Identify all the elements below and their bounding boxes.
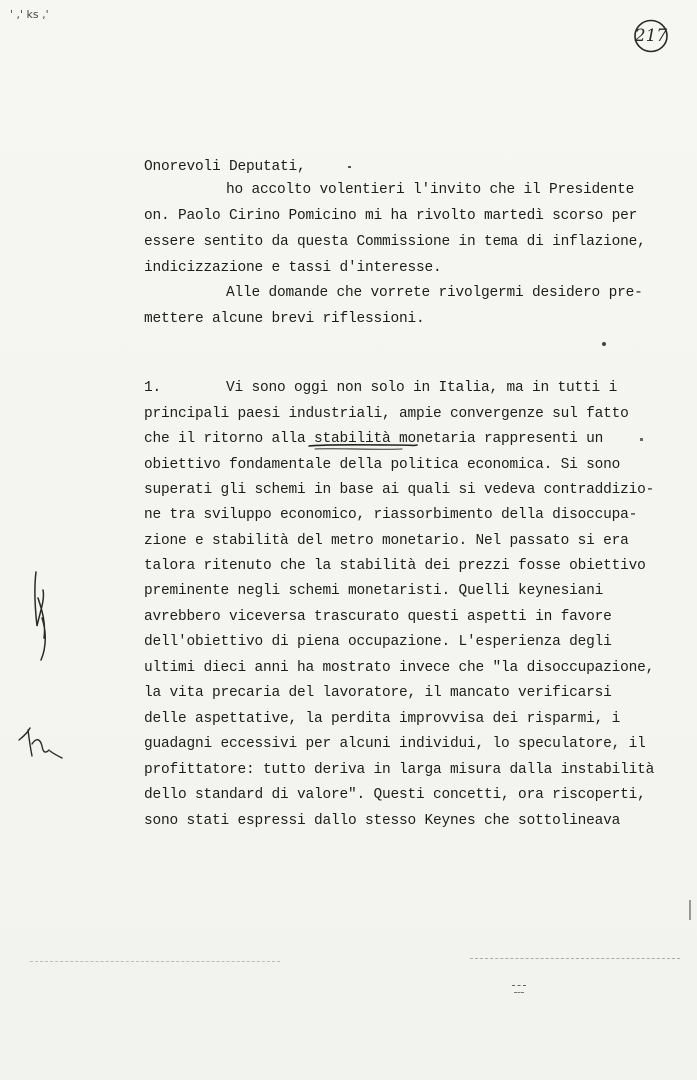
paragraph-1-line-1: ho accolto volentieri l'invito che il Presidente (226, 182, 635, 198)
corner-marks: ' ,' ks ,' (10, 8, 49, 21)
scan-speck (348, 166, 351, 168)
section-1-line-1: Vi sono oggi non solo in Italia, ma in tutti i (226, 380, 618, 396)
paragraph-2-line-2: mettere alcune brevi riflessioni. (144, 311, 425, 327)
margin-annotation-1 (28, 568, 56, 664)
paragraph-2-line-1: Alle domande che vorrete rivolgermi desidero pre- (226, 285, 643, 301)
paragraph-1-line-4: indicizzazione e tassi d'interesse. (144, 260, 442, 276)
scan-dashed-line (470, 958, 680, 959)
section-1-line-4: obiettivo fondamentale della politica economica. Si sono (144, 457, 621, 473)
section-1-line-2: principali paesi industriali, ampie convergenze sul fatto (144, 406, 629, 422)
paragraph-1-line-2: on. Paolo Cirino Pomicino mi ha rivolto martedì scorso per (144, 208, 638, 224)
page-number-stamp (633, 18, 669, 54)
page-number: 217 (634, 26, 668, 46)
scan-speck (640, 438, 643, 441)
section-1-line-3: che il ritorno alla stabilità monetaria rappresenti un (144, 431, 604, 447)
scan-speck (512, 985, 526, 986)
section-1-line-17: dello standard di valore". Questi concetti, ora riscoperti, (144, 787, 646, 803)
section-1-line-16: profittatore: tutto deriva in larga misura dalla instabilità (144, 762, 655, 778)
section-1-line-9: preminente negli schemi monetaristi. Quelli keynesiani (144, 583, 604, 599)
section-1-line-6: ne tra sviluppo economico, riassorbimento della disoccupa- (144, 507, 638, 523)
section-1-line-15: guadagni eccessivi per alcuni individui, lo speculatore, il (144, 736, 646, 752)
section-1-line-10: avrebbero viceversa trascurato questi aspetti in favore (144, 609, 612, 625)
scan-edge-mark (689, 900, 691, 920)
scan-dashed-line (30, 961, 280, 962)
section-1-line-18: sono stati espressi dallo stesso Keynes che sottolineava (144, 813, 621, 829)
section-1-line-11: dell'obiettivo di piena occupazione. L'esperienza degli (144, 634, 612, 650)
section-1-line-14: delle aspettative, la perdita improvvisa dei risparmi, i (144, 711, 621, 727)
margin-annotation-2 (16, 724, 66, 764)
section-1-line-5: superati gli schemi in base ai quali si vedeva contraddizio- (144, 482, 655, 498)
section-1-line-13: la vita precaria del lavoratore, il mancato verificarsi (144, 685, 612, 701)
section-1-line-7: zione e stabilità del metro monetario. Nel passato si era (144, 533, 629, 549)
salutation: Onorevoli Deputati, (144, 159, 306, 175)
section-1-line-12: ultimi dieci anni ha mostrato invece che "la disoccupazione, (144, 660, 655, 676)
section-number: 1. (144, 380, 162, 396)
scan-speck (514, 992, 524, 993)
scan-speck (602, 342, 606, 346)
handwritten-underline (307, 440, 419, 454)
section-1-line-8: talora ritenuto che la stabilità dei prezzi fosse obiettivo (144, 558, 646, 574)
paragraph-1-line-3: essere sentito da questa Commissione in tema di inflazione, (144, 234, 646, 250)
